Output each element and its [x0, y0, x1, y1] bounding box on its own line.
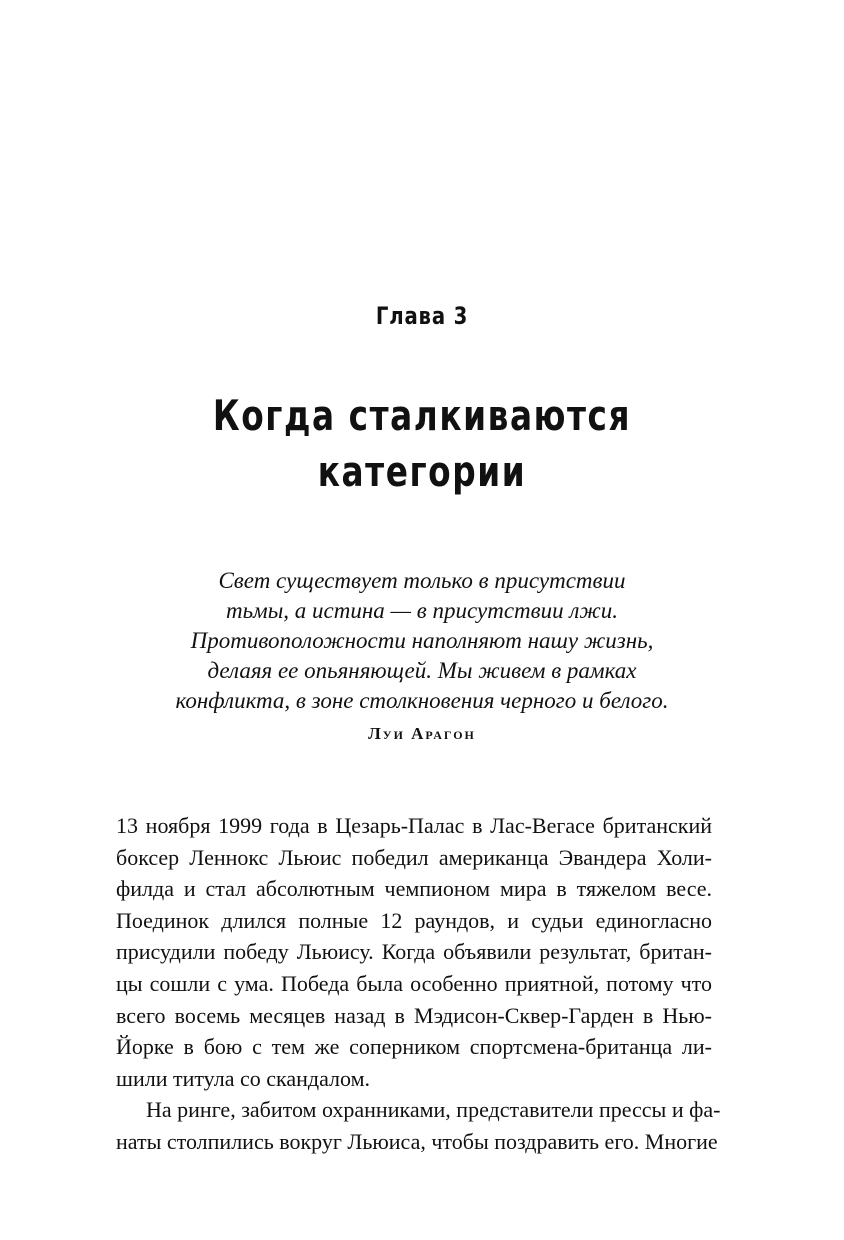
epigraph-author: Луи Арагон	[368, 724, 476, 743]
text-line: наты столпились вокруг Льюиса, чтобы поздравить его. Многие	[116, 1128, 718, 1154]
chapter-number: Глава 3	[375, 302, 469, 330]
epigraph	[0, 566, 844, 716]
epigraph-line: делаяя ее опьяняющей. Мы живем в рамках	[207, 658, 637, 683]
epigraph-line: конфликта, в зоне столкновения черного и белого.	[175, 688, 669, 713]
epigraph-line: тьмы, а истина — в присутствии лжи.	[225, 598, 619, 623]
text-line: Поединок длился полные 12 раундов, и судьи единогласно	[116, 907, 712, 933]
text-line: филда и стал абсолютным чемпионом мира в тяжелом весе.	[116, 876, 712, 902]
chapter-title	[93, 388, 751, 500]
chapter-title-line: Когда сталкиваются	[212, 391, 632, 440]
epigraph-line: Свет существует только в присутствии	[218, 568, 626, 593]
text-line: Йорке в бою с тем же соперником спортсмена-британца ли-	[116, 1034, 712, 1060]
text-line: 13 ноября 1999 года в Цезарь-Палас в Лас-Вегасе британский	[116, 813, 712, 838]
chapter-title-line: категории	[317, 447, 527, 496]
text-line: На ринге, забитом охранниками, представители прессы и фа-	[146, 1097, 721, 1123]
text-line: боксер Леннокс Льюис победил американца Эвандера Холи-	[116, 844, 712, 870]
body-text	[116, 810, 721, 1158]
epigraph-line: Противоположности наполняют нашу жизнь,	[190, 628, 654, 653]
text-line: шили титула со скандалом.	[116, 1065, 371, 1091]
text-line: всего восемь месяцев назад в Мэдисон-Сквер-Гарден в Нью-	[116, 1002, 712, 1028]
text-line: присудили победу Льюису. Когда объявили результат, британ-	[116, 939, 712, 965]
text-line: цы сошли с ума. Победа была особенно приятной, потому что	[116, 970, 712, 996]
